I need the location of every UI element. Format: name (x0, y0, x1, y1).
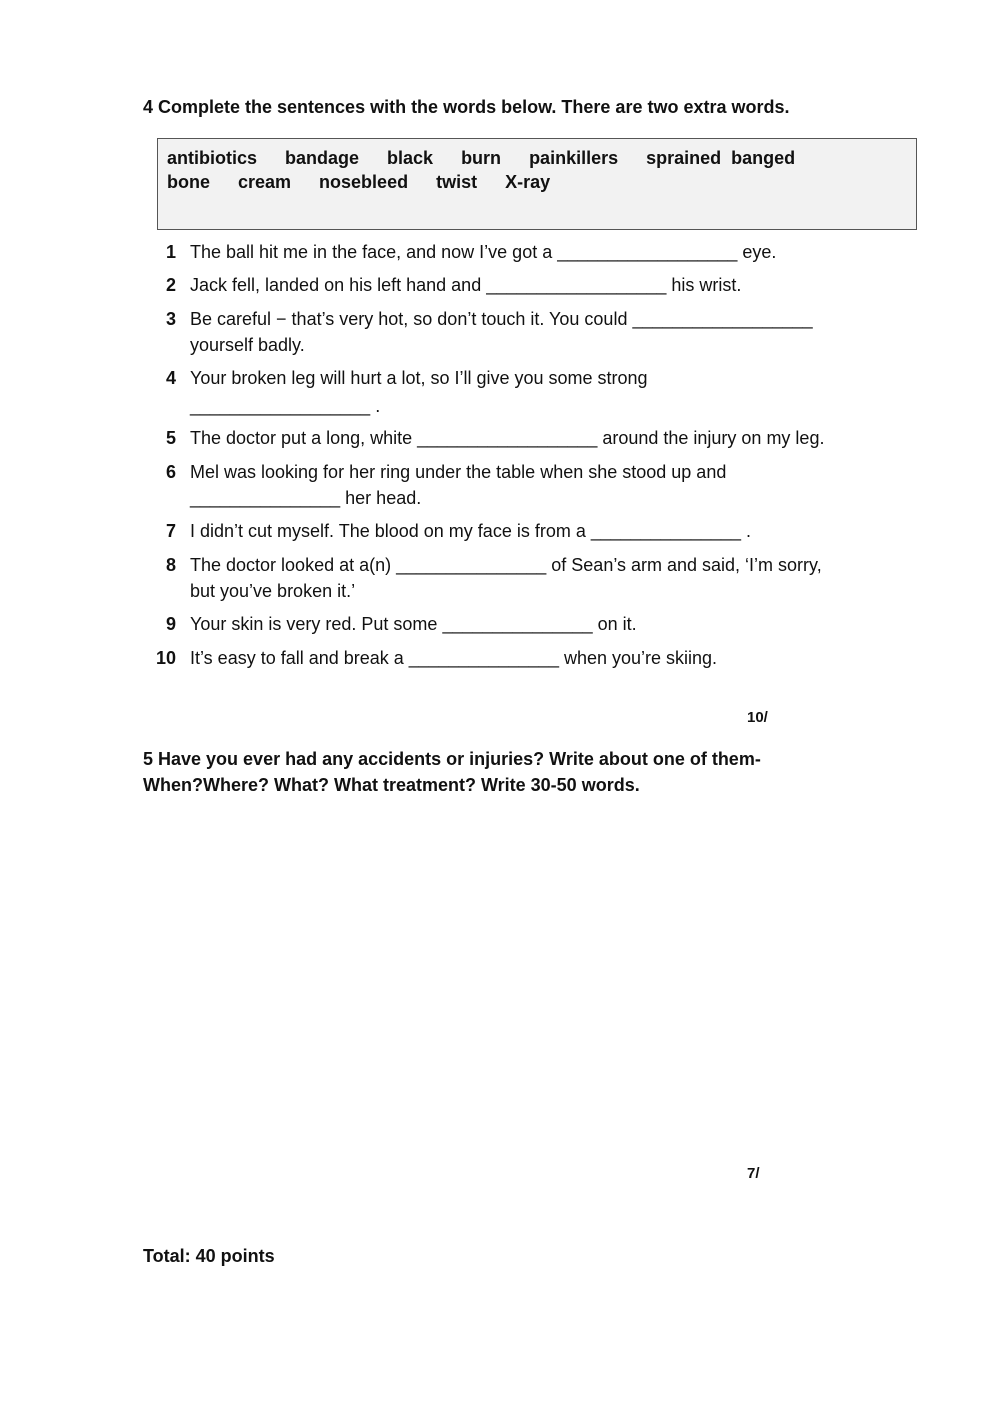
sentence-text: I didn’t cut myself. The blood on my face is from a _______________ . (190, 521, 752, 541)
sentence-text: Your skin is very red. Put some _______________ on it. (190, 614, 637, 634)
word-banged: banged (731, 148, 796, 168)
sentence-text: It’s easy to fall and break a _______________ when you’re skiing. (190, 648, 718, 668)
sentence-text: The doctor looked at a(n) _______________ of Sean’s arm and said, ‘I’m sorry, (190, 555, 822, 575)
sentence-number: 6 (165, 462, 176, 482)
sentence-text-continued: yourself badly. (190, 335, 305, 355)
sentence-text: Jack fell, landed on his left hand and __________________ his wrist. (190, 275, 742, 295)
sentence-number: 1 (165, 242, 176, 262)
word-bone: bone (167, 172, 210, 192)
sentence-text-continued: but you’ve broken it.’ (190, 581, 356, 601)
exercise-5-score: 7/ (747, 1165, 760, 1182)
word-sprained: sprained (646, 148, 722, 168)
sentence-number: 8 (165, 555, 176, 575)
sentence-text-continued: __________________ . (190, 396, 381, 416)
sentence-number: 7 (165, 521, 176, 541)
word-x-ray: X-ray (505, 172, 551, 192)
word-antibiotics: antibiotics (167, 148, 258, 168)
word-cream: cream (238, 172, 292, 192)
sentence-text: Your broken leg will hurt a lot, so I’ll give you some strong (190, 368, 648, 388)
word-nosebleed: nosebleed (319, 172, 409, 192)
exercise-4-heading: 4 Complete the sentences with the words below. There are two extra words. (143, 97, 790, 117)
sentence-text-continued: _______________ her head. (190, 488, 422, 508)
word-black: black (387, 148, 434, 168)
word-burn: burn (461, 148, 502, 168)
sentence-number: 5 (165, 428, 176, 448)
sentence-number: 3 (165, 309, 176, 329)
sentence-number: 4 (165, 368, 176, 388)
exercise-5-heading-line-1: 5 Have you ever had any accidents or injuries? Write about one of them- (143, 749, 761, 769)
sentence-number: 9 (165, 614, 176, 634)
word-painkillers: painkillers (529, 148, 619, 168)
word-box-line-1 (167, 146, 907, 170)
sentence-text: The ball hit me in the face, and now I’ve got a __________________ eye. (190, 242, 777, 262)
total-points: Total: 40 points (143, 1246, 275, 1266)
word-box (157, 138, 917, 230)
sentence-number: 2 (165, 275, 176, 295)
word-bandage: bandage (285, 148, 360, 168)
exercise-4-score: 10/ (747, 709, 768, 726)
sentence-text: Be careful − that’s very hot, so don’t touch it. You could __________________ (190, 309, 813, 329)
exercise-5-heading-line-2: When?Where? What? What treatment? Write 30-50 words. (143, 775, 640, 795)
sentence-text: The doctor put a long, white __________________ around the injury on my leg. (190, 428, 825, 448)
exercise-5-heading (143, 746, 883, 798)
sentence-number: 10 (155, 648, 176, 668)
word-box-line-2 (167, 170, 907, 194)
word-twist: twist (436, 172, 478, 192)
sentence-text: Mel was looking for her ring under the table when she stood up and (190, 462, 727, 482)
